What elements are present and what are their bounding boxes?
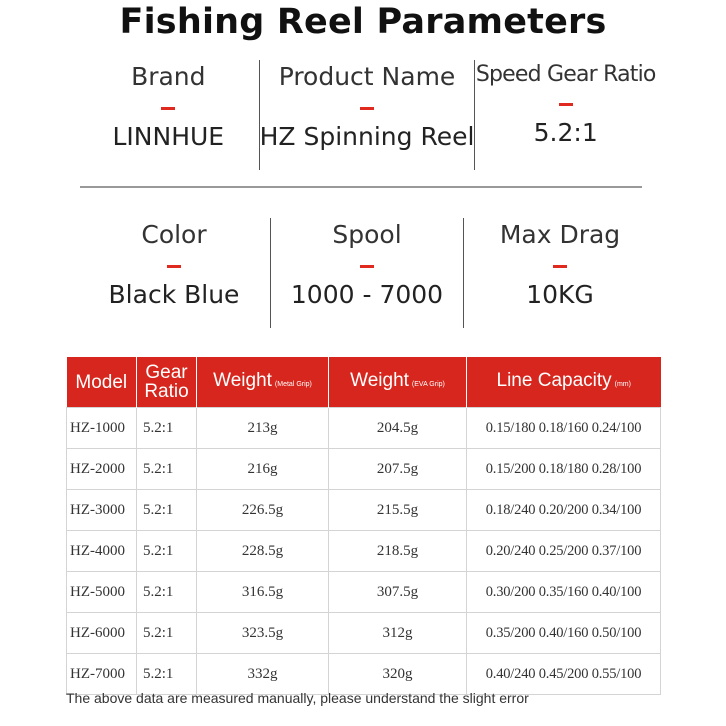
header-line-capacity	[467, 357, 661, 408]
cell-weight-eva: 312g	[329, 613, 467, 654]
cell-weight-eva: 207.5g	[329, 449, 467, 490]
table-row	[67, 408, 661, 449]
table-row	[67, 531, 661, 572]
spec-row-2	[78, 218, 656, 328]
spec-value: HZ Spinning Reel	[259, 122, 475, 151]
header-weight-metal-note: (Metal Grip)	[274, 380, 312, 388]
cell-weight-metal: 216g	[197, 449, 329, 490]
cell-weight-eva: 215.5g	[329, 490, 467, 531]
cell-gear-ratio: 5.2:1	[137, 572, 197, 613]
footnote: The above data are measured manually, please understand the slight error	[66, 690, 529, 706]
cell-weight-metal: 323.5g	[197, 613, 329, 654]
spec-label: Brand	[131, 62, 206, 91]
spec-brand	[78, 60, 259, 170]
table-row	[67, 613, 661, 654]
cell-line-capacity: 0.40/240 0.45/200 0.55/100	[467, 654, 661, 695]
cell-weight-metal: 228.5g	[197, 531, 329, 572]
cell-line-capacity: 0.20/240 0.25/200 0.37/100	[467, 531, 661, 572]
spec-dash	[360, 265, 374, 268]
page-title: Fishing Reel Parameters	[119, 2, 607, 42]
cell-model: HZ-3000	[67, 490, 137, 531]
spec-color	[78, 218, 270, 328]
header-weight-metal-text: Weight	[213, 369, 272, 391]
spec-dash	[553, 265, 567, 268]
spec-row-1	[78, 60, 656, 170]
spec-label: Color	[141, 220, 207, 249]
spec-value: Black Blue	[108, 280, 240, 309]
header-gear-ratio-text: Gear Ratio	[144, 362, 189, 402]
spec-value: 10KG	[526, 280, 594, 309]
spec-dash	[360, 107, 374, 110]
cell-weight-metal: 226.5g	[197, 490, 329, 531]
table-row	[67, 654, 661, 695]
divider	[80, 186, 642, 188]
header-weight-eva-text: Weight	[350, 369, 409, 391]
spec-gear-ratio	[474, 60, 656, 170]
spec-value: LINNHUE	[112, 122, 225, 151]
cell-gear-ratio: 5.2:1	[137, 490, 197, 531]
cell-line-capacity: 0.15/180 0.18/160 0.24/100	[467, 408, 661, 449]
spec-label: Speed Gear Ratio	[475, 62, 656, 87]
spec-label: Max Drag	[499, 220, 621, 249]
cell-weight-metal: 332g	[197, 654, 329, 695]
header-line-capacity-text: Line Capacity	[496, 369, 612, 391]
cell-weight-eva: 218.5g	[329, 531, 467, 572]
spec-label: Product Name	[278, 62, 456, 91]
cell-gear-ratio: 5.2:1	[137, 613, 197, 654]
cell-model: HZ-7000	[67, 654, 137, 695]
cell-weight-eva: 204.5g	[329, 408, 467, 449]
header-model	[67, 357, 137, 408]
cell-gear-ratio: 5.2:1	[137, 449, 197, 490]
spec-max-drag	[463, 218, 656, 328]
spec-dash	[167, 265, 181, 268]
cell-model: HZ-5000	[67, 572, 137, 613]
spec-value: 5.2:1	[533, 118, 598, 147]
cell-line-capacity: 0.35/200 0.40/160 0.50/100	[467, 613, 661, 654]
table-row	[67, 572, 661, 613]
cell-weight-metal: 316.5g	[197, 572, 329, 613]
table-row	[67, 490, 661, 531]
cell-line-capacity: 0.15/200 0.18/180 0.28/100	[467, 449, 661, 490]
spec-label: Spool	[332, 220, 402, 249]
cell-gear-ratio: 5.2:1	[137, 408, 197, 449]
spec-value: 1000 - 7000	[290, 280, 444, 309]
cell-model: HZ-1000	[67, 408, 137, 449]
header-weight-eva	[329, 357, 467, 408]
cell-weight-eva: 320g	[329, 654, 467, 695]
cell-model: HZ-6000	[67, 613, 137, 654]
header-gear-ratio	[137, 357, 197, 408]
cell-line-capacity: 0.18/240 0.20/200 0.34/100	[467, 490, 661, 531]
header-weight-metal	[197, 357, 329, 408]
header-weight-eva-note: (EVA Grip)	[411, 380, 445, 388]
cell-model: HZ-2000	[67, 449, 137, 490]
spec-spool	[270, 218, 463, 328]
cell-weight-metal: 213g	[197, 408, 329, 449]
table-header-row	[67, 357, 661, 408]
header-line-capacity-unit: (mm)	[614, 380, 631, 388]
parameters-table	[66, 357, 661, 695]
cell-gear-ratio: 5.2:1	[137, 654, 197, 695]
cell-gear-ratio: 5.2:1	[137, 531, 197, 572]
cell-line-capacity: 0.30/200 0.35/160 0.40/100	[467, 572, 661, 613]
table-body	[67, 408, 661, 695]
spec-product-name	[259, 60, 475, 170]
header-model-text: Model	[75, 371, 128, 393]
table-row	[67, 449, 661, 490]
spec-dash	[161, 107, 175, 110]
spec-dash	[559, 103, 573, 106]
cell-model: HZ-4000	[67, 531, 137, 572]
cell-weight-eva: 307.5g	[329, 572, 467, 613]
